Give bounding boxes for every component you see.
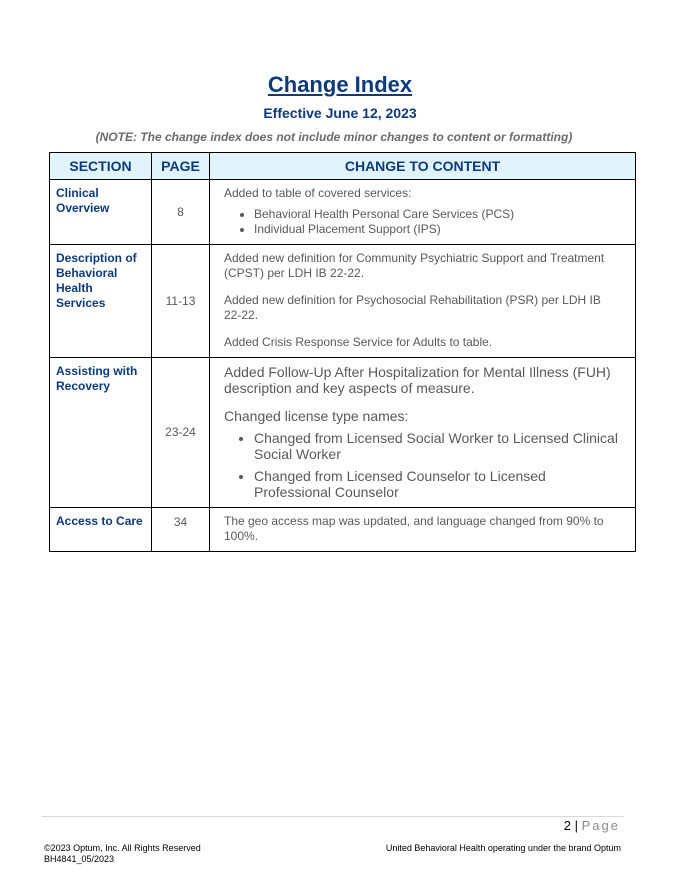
list-item: • Changed from Licensed Counselor to Licensed Professional Counselor	[254, 468, 621, 500]
table-row	[50, 358, 636, 508]
copyright-text: ©2023 Optum, Inc. All Rights Reserved	[44, 843, 201, 853]
change-cell	[210, 508, 636, 552]
list-item: • Individual Placement Support (IPS)	[254, 222, 621, 237]
change-paragraph: The geo access map was updated, and language changed from 90% to 100%.	[224, 514, 604, 543]
footer-left	[44, 843, 201, 865]
page-cell: 11-13	[152, 245, 210, 358]
change-intro: Changed license type names:	[224, 408, 409, 424]
page-cell: 23-24	[152, 358, 210, 508]
section-cell: Description of Behavioral Health Services	[50, 245, 152, 358]
change-bullet-list	[224, 207, 621, 237]
header-change: CHANGE TO CONTENT	[210, 153, 636, 180]
change-paragraph: Added new definition for Psychosocial Rehabilitation (PSR) per LDH IB 22-22.	[224, 293, 601, 322]
note-text: (NOTE: The change index does not include minor changes to content or formatting)	[95, 130, 573, 144]
section-cell: Access to Care	[50, 508, 152, 552]
page-number	[564, 818, 620, 833]
list-item: • Changed from Licensed Social Worker to Licensed Clinical Social Worker	[254, 430, 621, 462]
list-item: • Behavioral Health Personal Care Services (PCS)	[254, 207, 621, 222]
change-paragraph: Added new definition for Community Psychiatric Support and Treatment (CPST) per LDH IB 22-22.	[224, 251, 605, 280]
change-index-table	[49, 152, 636, 552]
header-page: PAGE	[152, 153, 210, 180]
page-cell: 8	[152, 180, 210, 245]
page-title: Change Index	[267, 72, 413, 97]
footer-divider	[42, 816, 624, 817]
table-row	[50, 180, 636, 245]
change-paragraph: Added Crisis Response Service for Adults to table.	[224, 335, 493, 349]
page-word: Page	[581, 818, 620, 833]
brand-text: United Behavioral Health operating under the brand Optum	[385, 843, 621, 853]
change-cell	[210, 245, 636, 358]
effective-date: Effective June 12, 2023	[263, 105, 417, 121]
page-number-separator: |	[574, 818, 578, 833]
table-row	[50, 508, 636, 552]
change-paragraph: Added Follow-Up After Hospitalization for Mental Illness (FUH) description and key aspects of measure.	[224, 364, 611, 396]
table-row	[50, 245, 636, 358]
section-cell: Clinical Overview	[50, 180, 152, 245]
change-intro: Added to table of covered services:	[224, 186, 412, 200]
change-bullet-list	[224, 430, 621, 500]
header-section: SECTION	[50, 153, 152, 180]
page-number-value: 2	[563, 818, 571, 833]
change-cell	[210, 358, 636, 508]
document-code: BH4841_05/2023	[44, 854, 115, 864]
change-cell	[210, 180, 636, 245]
section-cell: Assisting with Recovery	[50, 358, 152, 508]
table-header-row	[50, 153, 636, 180]
page-cell: 34	[152, 508, 210, 552]
